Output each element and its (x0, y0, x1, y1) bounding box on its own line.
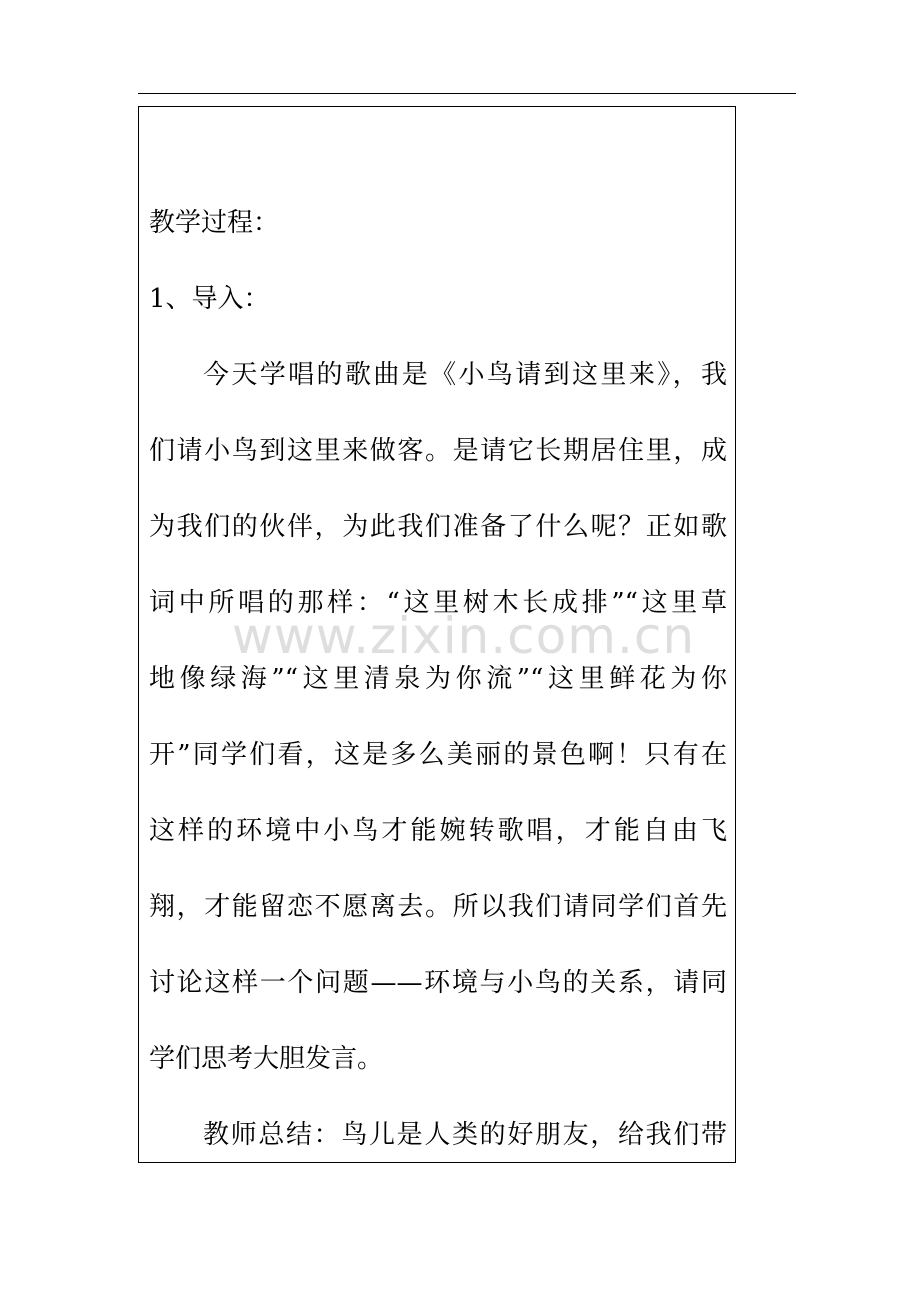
paragraph-line: 翔，才能留恋不愿离去。所以我们请同学们首先 (149, 892, 727, 922)
subsection-title: 1、导入： (149, 284, 270, 314)
paragraph-line: 词中所唱的那样：“这里树木长成排”“这里草 (149, 588, 727, 618)
paragraph-line: 们请小鸟到这里来做客。是请它长期居住里，成 (149, 436, 727, 466)
paragraph-line: 地像绿海”“这里清泉为你流”“这里鲜花为你 (149, 664, 727, 694)
watermark: www.zixin.com.cn (232, 607, 696, 665)
paragraph-line: 这样的环境中小鸟才能婉转歌唱，才能自由飞 (149, 816, 727, 846)
paragraph-line: 讨论这样一个问题——环境与小鸟的关系，请同 (149, 968, 727, 998)
section-heading: 教学过程： (149, 208, 280, 238)
paragraph-line: 教师总结：鸟儿是人类的好朋友，给我们带 (203, 1120, 727, 1150)
paragraph-line: 开”同学们看，这是多么美丽的景色啊！只有在 (149, 740, 727, 770)
paragraph-line: 学们思考大胆发言。 (149, 1044, 384, 1074)
paragraph-line: 今天学唱的歌曲是《小鸟请到这里来》，我 (203, 360, 727, 390)
header-rule (138, 93, 796, 94)
paragraph-line: 为我们的伙伴，为此我们准备了什么呢？正如歌 (149, 512, 727, 542)
